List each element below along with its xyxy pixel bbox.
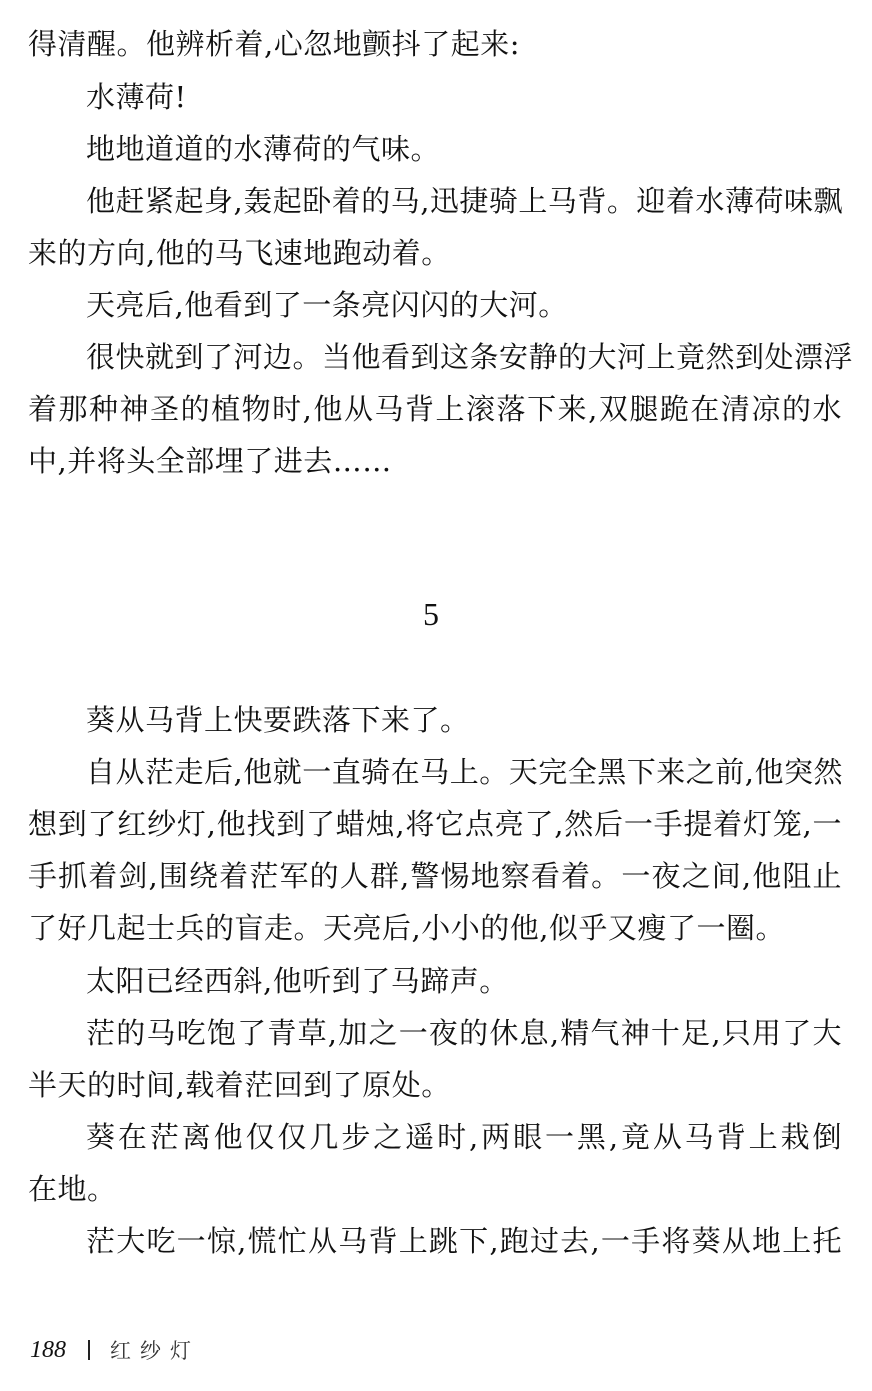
text-line: 半天的时间,载着茫回到了原处。 bbox=[28, 1068, 451, 1102]
chapter-number: 5 bbox=[423, 596, 439, 632]
book-title: 红纱灯 bbox=[110, 1339, 200, 1363]
text-line: 来的方向,他的马飞速地跑动着。 bbox=[28, 236, 451, 270]
text-line: 很快就到了河边。当他看到这条安静的大河上竟然到处漂浮 bbox=[86, 340, 854, 374]
text-line: 茫的马吃饱了青草,加之一夜的休息,精气神十足,只用了大 bbox=[86, 1016, 842, 1050]
text-line: 在地。 bbox=[28, 1172, 117, 1206]
page-number: 188 bbox=[30, 1336, 66, 1363]
text-line: 葵在茫离他仅仅几步之遥时,两眼一黑,竟从马背上栽倒 bbox=[86, 1120, 842, 1154]
text-line: 着那种神圣的植物时,他从马背上滚落下来,双腿跪在清凉的水 bbox=[28, 392, 842, 426]
text-line: 自从茫走后,他就一直骑在马上。天完全黑下来之前,他突然 bbox=[86, 755, 843, 789]
text-line: 天亮后,他看到了一条亮闪闪的大河。 bbox=[86, 288, 568, 322]
text-line: 手抓着剑,围绕着茫军的人群,警惕地察看着。一夜之间,他阻止 bbox=[28, 859, 842, 893]
text-line: 水薄荷! bbox=[86, 80, 187, 114]
text-line: 得清醒。他辨析着,心忽地颤抖了起来: bbox=[28, 27, 520, 61]
text-line: 地地道道的水薄荷的气味。 bbox=[86, 132, 441, 166]
text-line: 太阳已经西斜,他听到了马蹄声。 bbox=[86, 964, 509, 998]
page-footer bbox=[30, 1332, 200, 1368]
text-line: 了好几起士兵的盲走。天亮后,小小的他,似乎又瘦了一圈。 bbox=[28, 911, 785, 945]
text-line: 想到了红纱灯,他找到了蜡烛,将它点亮了,然后一手提着灯笼,一 bbox=[28, 807, 842, 841]
text-line: 茫大吃一惊,慌忙从马背上跳下,跑过去,一手将葵从地上托 bbox=[86, 1224, 842, 1258]
footer-divider bbox=[88, 1340, 90, 1360]
text-line: 中,并将头全部埋了进去…… bbox=[28, 444, 392, 478]
text-line: 他赶紧起身,轰起卧着的马,迅捷骑上马背。迎着水薄荷味飘 bbox=[86, 184, 843, 218]
text-line: 葵从马背上快要跌落下来了。 bbox=[86, 703, 470, 737]
